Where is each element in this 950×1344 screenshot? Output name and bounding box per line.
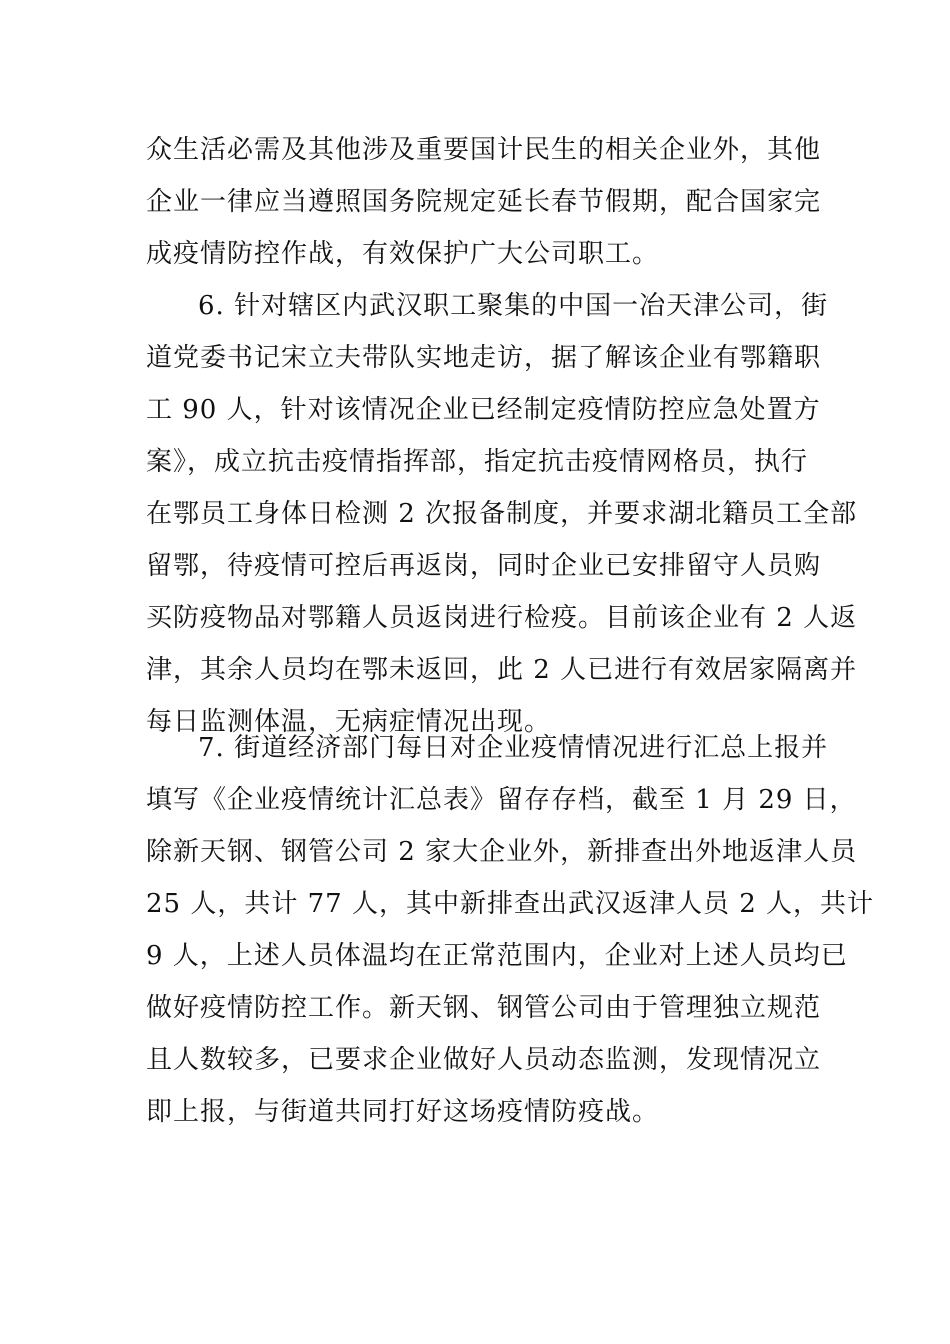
paragraph-line: 9 人，上述人员体温均在正常范围内，企业对上述人员均已 xyxy=(146,941,848,971)
paragraph-line: 且人数较多，已要求企业做好人员动态监测，发现情况立 xyxy=(146,1045,822,1075)
paragraph-line: 道党委书记宋立夫带队实地走访，据了解该企业有鄂籍职 xyxy=(146,343,822,373)
paragraph-line: 津，其余人员均在鄂未返回，此 2 人已进行有效居家隔离并 xyxy=(146,655,858,685)
paragraph-line: 工 90 人，针对该情况企业已经制定疫情防控应急处置方 xyxy=(146,395,821,425)
paragraph-line: 企业一律应当遵照国务院规定延长春节假期，配合国家完 xyxy=(146,187,822,217)
paragraph-line: 即上报，与街道共同打好这场疫情防疫战。 xyxy=(146,1097,660,1127)
paragraph-line: 每日监测体温，无病症情况出现。 xyxy=(146,707,552,737)
paragraph-line: 填写《企业疫情统计汇总表》留存存档，截至 1 月 29 日， xyxy=(146,785,857,815)
paragraph-line: 7. 街道经济部门每日对企业疫情情况进行汇总上报并 xyxy=(198,733,829,763)
paragraph-line: 在鄂员工身体日检测 2 次报备制度，并要求湖北籍员工全部 xyxy=(146,499,858,529)
paragraph-item-7 xyxy=(146,722,875,1138)
paragraph-line: 成疫情防控作战，有效保护广大公司职工。 xyxy=(146,239,660,269)
paragraph-line: 案》，成立抗击疫情指挥部，指定抗击疫情网格员，执行 xyxy=(146,447,809,477)
paragraph-line: 买防疫物品对鄂籍人员返岗进行检疫。目前该企业有 2 人返 xyxy=(146,603,858,633)
paragraph-line: 留鄂，待疫情可控后再返岗，同时企业已安排留守人员购 xyxy=(146,551,822,581)
paragraph-line: 做好疫情防控工作。新天钢、钢管公司由于管理独立规范 xyxy=(146,993,822,1023)
paragraph-line: 6. 针对辖区内武汉职工聚集的中国一冶天津公司，街 xyxy=(198,291,829,321)
paragraph-line: 25 人，共计 77 人，其中新排查出武汉返津人员 2 人，共计 xyxy=(146,889,875,919)
paragraph-line: 众生活必需及其他涉及重要国计民生的相关企业外，其他 xyxy=(146,135,822,165)
paragraph-line: 除新天钢、钢管公司 2 家大企业外，新排查出外地返津人员 xyxy=(146,837,858,867)
paragraph-continuation xyxy=(146,124,822,280)
